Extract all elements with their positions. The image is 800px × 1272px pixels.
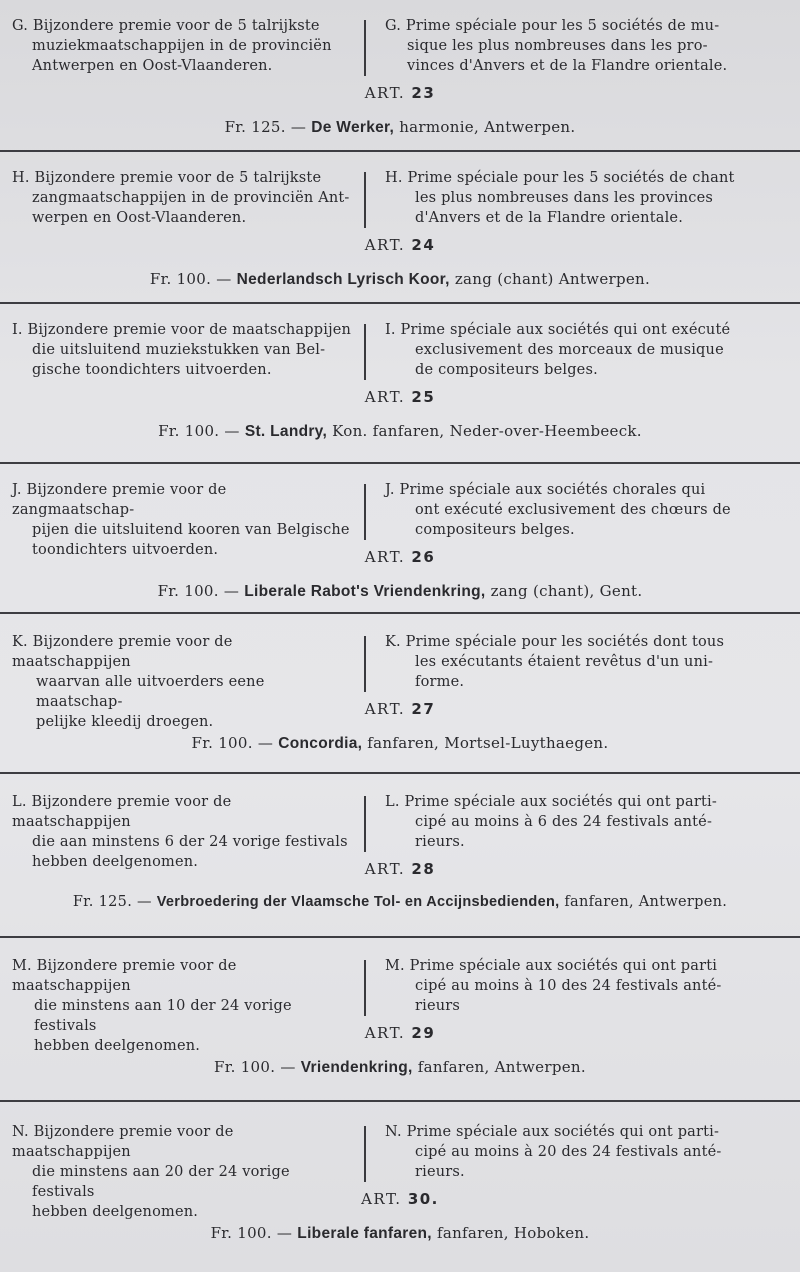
column-divider (364, 636, 366, 692)
prize-winner: Nederlandsch Lyrisch Koor, (236, 271, 450, 288)
prize-details: zang (chant) Antwerpen. (454, 270, 651, 288)
section-rule (0, 936, 800, 938)
premium-section-k (0, 632, 800, 753)
premium-section-l (0, 792, 800, 910)
article-heading: ART. 26 (364, 548, 436, 566)
french-column (385, 792, 735, 852)
column-divider (364, 960, 366, 1016)
article-number: 24 (411, 236, 436, 254)
prize-details: zang (chant), Gent. (490, 582, 643, 600)
prize-amount: Fr. 100. — (191, 734, 274, 752)
prize-line (0, 270, 800, 289)
text-line: compositeurs belges. (415, 522, 575, 538)
column-divider (364, 324, 366, 380)
text-line: die aan minstens 6 der 24 vorige festivals (32, 834, 348, 850)
article-heading: ART. 27 (364, 700, 436, 718)
text-line: de compositeurs belges. (415, 362, 598, 378)
text-line: rieurs. (415, 1164, 465, 1180)
text-line: sique les plus nombreuses dans les pro- (407, 38, 708, 54)
text-line: J. Prime spéciale aux sociétés chorales qui (385, 482, 706, 498)
text-line: cipé au moins à 6 des 24 festivals anté- (415, 814, 713, 830)
dutch-column (12, 16, 352, 76)
text-line: les plus nombreuses dans les provinces (415, 190, 714, 206)
dutch-column (12, 168, 352, 228)
prize-line (0, 422, 800, 441)
dutch-column (12, 956, 352, 1056)
french-column (385, 320, 735, 380)
prize-line (0, 582, 800, 601)
text-line: forme. (415, 674, 465, 690)
text-line: gische toondichters uitvoerden. (32, 362, 272, 378)
prize-amount: Fr. 125. — (224, 118, 307, 136)
section-rule (0, 302, 800, 304)
prize-amount: Fr. 100. — (158, 422, 240, 440)
text-line: I. Bijzondere premie voor de maatschappijen (12, 322, 352, 338)
prize-amount: Fr. 100. — (149, 270, 232, 288)
text-line: waarvan alle uitvoerders eene maatschap- (36, 674, 265, 710)
article-number: 30. (407, 1190, 439, 1208)
french-column (385, 1122, 735, 1182)
article-heading: ART. 28 (364, 860, 436, 878)
prize-details: fanfaren, Antwerpen. (417, 1058, 586, 1076)
section-rule (0, 772, 800, 774)
prize-winner: Liberale Rabot's Vriendenkring, (244, 583, 486, 600)
dutch-column (12, 632, 352, 732)
text-line: hebben deelgenomen. (32, 854, 199, 870)
text-line: die minstens aan 10 der 24 vorige festivals (34, 998, 292, 1034)
dutch-column (12, 320, 352, 380)
text-line: N. Bijzondere premie voor de maatschappijen (12, 1124, 234, 1160)
text-line: die uitsluitend muziekstukken van Bel- (32, 342, 326, 358)
article-heading: ART. 30. (361, 1190, 439, 1208)
text-line: hebben deelgenomen. (32, 1204, 199, 1220)
section-rule (0, 1100, 800, 1102)
prize-details: Kon. fanfaren, Neder-over-Heembeeck. (332, 422, 642, 440)
prize-amount: Fr. 100. — (157, 582, 240, 600)
premium-section-g (0, 16, 800, 137)
text-line: Antwerpen en Oost-Vlaanderen. (32, 58, 273, 74)
premium-section-h (0, 168, 800, 289)
prize-line (0, 894, 800, 910)
prize-winner: Liberale fanfaren, (297, 1225, 432, 1242)
text-line: ont exécuté exclusivement des chœurs de (415, 502, 731, 518)
premium-section-j (0, 480, 800, 601)
article-heading: ART. 29 (364, 1024, 436, 1042)
dutch-column (12, 480, 352, 560)
text-line: K. Prime spéciale pour les sociétés dont tous (385, 634, 725, 650)
prize-line (0, 118, 800, 137)
prize-amount: Fr. 125. — (72, 894, 152, 910)
column-divider (364, 1126, 366, 1182)
article-number: 28 (411, 860, 436, 878)
article-heading: ART. 24 (364, 236, 436, 254)
premium-section-m (0, 956, 800, 1077)
prize-winner: Vriendenkring, (300, 1059, 413, 1076)
text-line: N. Prime spéciale aux sociétés qui ont parti- (385, 1124, 720, 1140)
prize-winner: Verbroedering der Vlaamsche Tol- en Accijnsbedienden, (156, 894, 560, 910)
french-column (385, 480, 735, 540)
article-number: 26 (411, 548, 436, 566)
text-line: cipé au moins à 10 des 24 festivals anté- (415, 978, 722, 994)
section-rule (0, 612, 800, 614)
text-line: cipé au moins à 20 des 24 festivals anté- (415, 1144, 722, 1160)
text-line: G. Prime spéciale pour les 5 sociétés de mu- (385, 18, 720, 34)
french-column (385, 956, 735, 1016)
dutch-column (12, 792, 352, 872)
text-line: die minstens aan 20 der 24 vorige festivals (32, 1164, 290, 1200)
prize-amount: Fr. 100. — (210, 1224, 293, 1242)
text-line: hebben deelgenomen. (34, 1038, 201, 1054)
text-line: exclusivement des morceaux de musique (415, 342, 724, 358)
text-line: werpen en Oost-Vlaanderen. (32, 210, 247, 226)
column-divider (364, 172, 366, 228)
text-line: M. Prime spéciale aux sociétés qui ont parti (385, 958, 718, 974)
text-line: K. Bijzondere premie voor de maatschappijen (12, 634, 233, 670)
text-line: les exécutants étaient revêtus d'un uni- (415, 654, 714, 670)
article-number: 29 (411, 1024, 436, 1042)
text-line: J. Bijzondere premie voor de zangmaatschap- (12, 482, 227, 518)
article-heading: ART. 23 (364, 84, 436, 102)
prize-winner: St. Landry, (244, 423, 328, 440)
article-heading: ART. 25 (364, 388, 436, 406)
prize-line (0, 1058, 800, 1077)
premium-section-n (0, 1122, 800, 1243)
text-line: H. Prime spéciale pour les 5 sociétés de chant (385, 170, 735, 186)
french-column (385, 16, 735, 76)
text-line: G. Bijzondere premie voor de 5 talrijkste (12, 18, 320, 34)
text-line: muziekmaatschappijen in de provinciën (32, 38, 332, 54)
article-number: 27 (411, 700, 436, 718)
prize-line (0, 734, 800, 753)
section-rule (0, 462, 800, 464)
prize-details: fanfaren, Mortsel-Luythaegen. (367, 734, 609, 752)
french-column (385, 632, 735, 692)
text-line: pijen die uitsluitend kooren van Belgische (32, 522, 350, 538)
prize-amount: Fr. 100. — (214, 1058, 296, 1076)
column-divider (364, 20, 366, 76)
text-line: zangmaatschappijen in de provinciën Ant- (32, 190, 350, 206)
text-line: L. Bijzondere premie voor de maatschappijen (12, 794, 232, 830)
dutch-column (12, 1122, 352, 1222)
prize-line (0, 1224, 800, 1243)
premium-section-i (0, 320, 800, 441)
prize-winner: Concordia, (278, 735, 363, 752)
article-number: 23 (411, 84, 436, 102)
prize-details: fanfaren, Antwerpen. (564, 894, 728, 910)
text-line: toondichters uitvoerden. (32, 542, 219, 558)
text-line: pelijke kleedij droegen. (36, 714, 214, 730)
prize-details: harmonie, Antwerpen. (399, 118, 576, 136)
text-line: d'Anvers et de la Flandre orientale. (415, 210, 684, 226)
prize-details: fanfaren, Hoboken. (436, 1224, 590, 1242)
text-line: rieurs (415, 998, 461, 1014)
article-number: 25 (411, 388, 436, 406)
column-divider (364, 484, 366, 540)
text-line: L. Prime spéciale aux sociétés qui ont parti- (385, 794, 717, 810)
column-divider (364, 796, 366, 852)
text-line: H. Bijzondere premie voor de 5 talrijkste (12, 170, 322, 186)
text-line: I. Prime spéciale aux sociétés qui ont exécuté (385, 322, 731, 338)
text-line: vinces d'Anvers et de la Flandre orientale. (407, 58, 728, 74)
french-column (385, 168, 735, 228)
text-line: M. Bijzondere premie voor de maatschappijen (12, 958, 237, 994)
prize-winner: De Werker, (311, 119, 395, 136)
text-line: rieurs. (415, 834, 465, 850)
section-rule (0, 150, 800, 152)
